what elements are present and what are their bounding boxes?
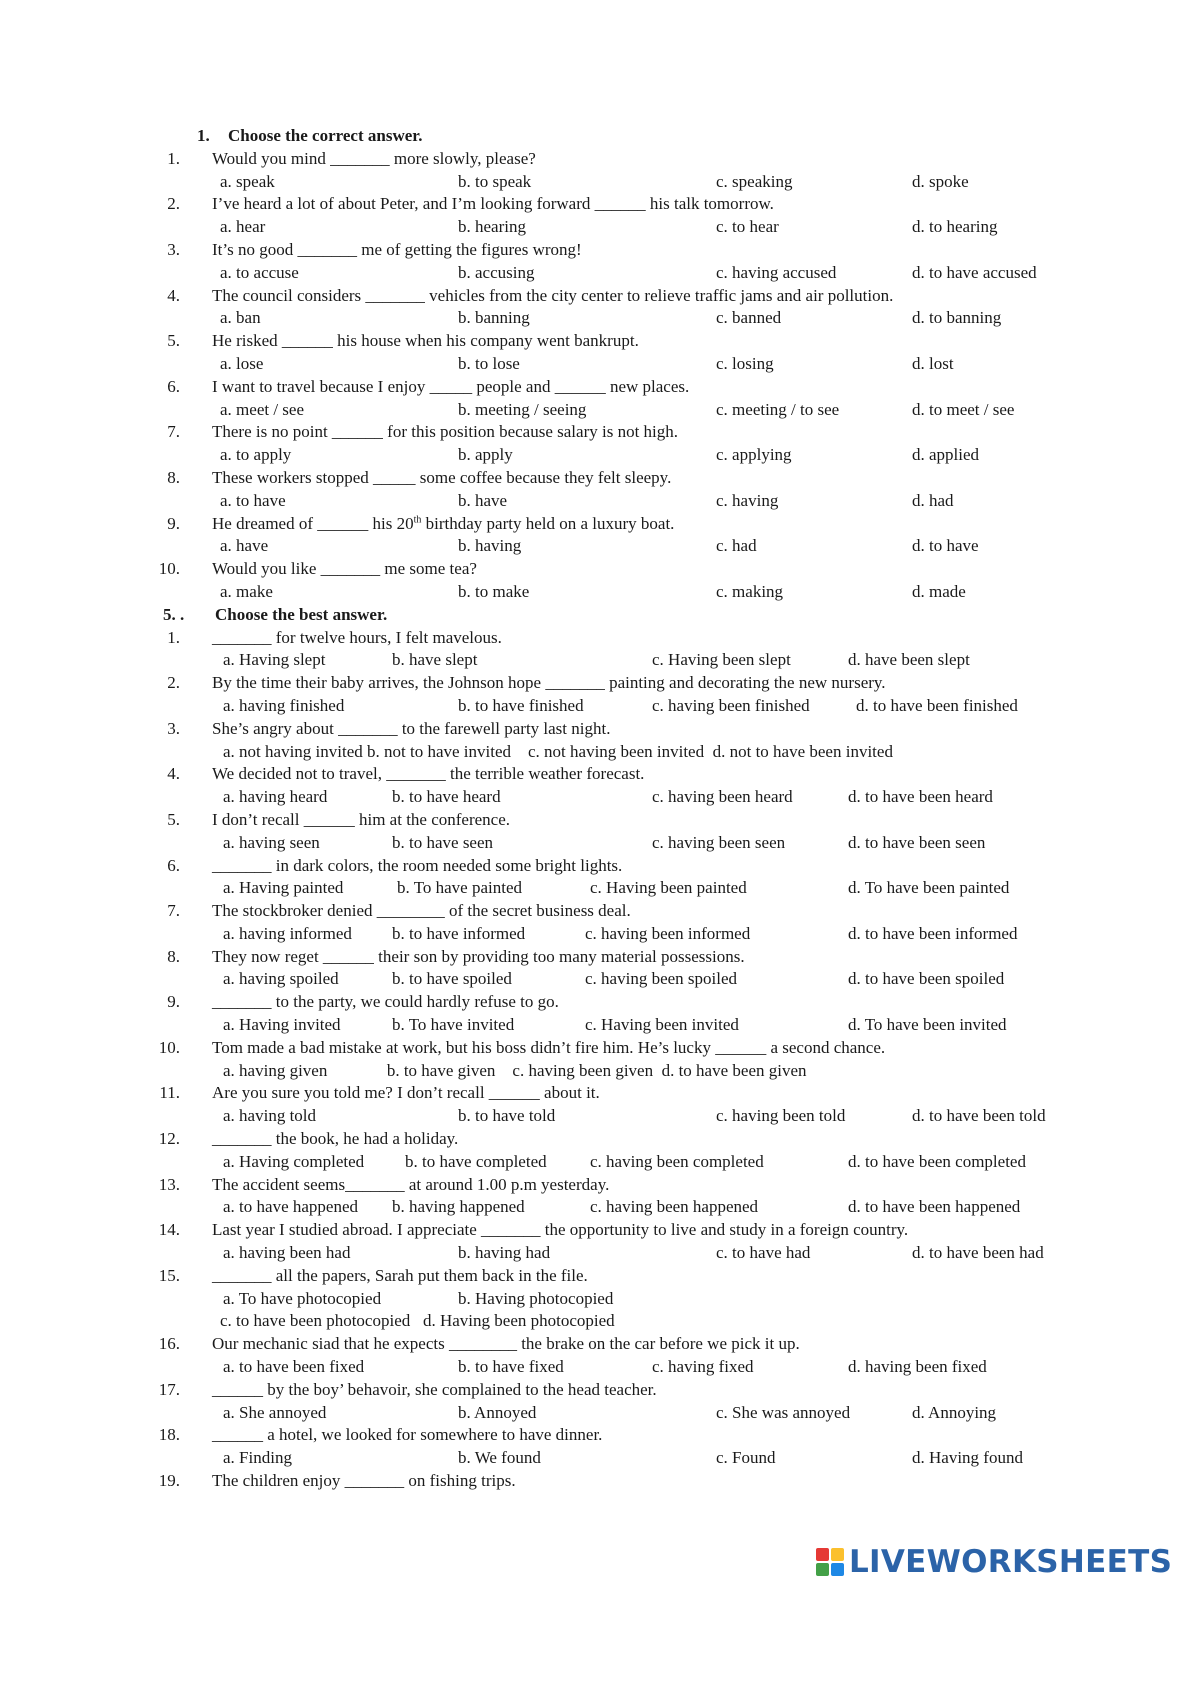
option-a[interactable]: a. speak [220,171,275,191]
question-stem: Our mechanic siad that he expects ________ the brake on the car before we pick it up. [212,1334,800,1354]
question-number: 7. [167,422,180,442]
question-stem: _______ in dark colors, the room needed some bright lights. [212,855,623,875]
option-c[interactable]: c. banned [716,308,782,328]
question-number: 4. [167,285,180,305]
option-c[interactable]: c. having [716,490,779,510]
option-a[interactable]: a. ban [220,308,261,328]
option-a[interactable]: a. Finding [223,1448,292,1468]
question-number: 18. [158,1425,180,1445]
options-row [0,444,1200,467]
option-b[interactable]: b. to have spoiled [392,969,512,989]
option-a[interactable]: a. to have happened [223,1197,358,1217]
option-d[interactable]: d. to have been happened [848,1197,1021,1217]
option-b[interactable]: b. to have informed [392,923,526,943]
option-b[interactable]: b. to have fixed [458,1357,564,1377]
question-stem: I want to travel because I enjoy _____ people and ______ new places. [212,376,690,396]
options-row [0,353,1200,376]
question-number: 16. [158,1334,180,1354]
question-number: 7. [167,901,180,921]
question-stem-row [0,513,1200,536]
question-stem-row [0,763,1200,786]
question-stem: _______ to the party, we could hardly refuse to go. [212,992,559,1012]
options-row [0,923,1200,946]
options-row [0,968,1200,991]
question-number: 8. [167,946,180,966]
question-stem: Would you like _______ me some tea? [212,559,477,579]
question-stem: I’ve heard a lot of about Peter, and I’m looking forward ______ his talk tomorrow. [212,194,774,214]
option-c[interactable]: c. having been informed [585,923,751,943]
option-d[interactable]: d. to have been seen [848,832,986,852]
option-b[interactable]: b. to have told [458,1106,556,1126]
question-number: 8. [167,467,180,487]
option-b[interactable]: b. have slept [392,650,478,670]
option-b[interactable]: b. to have seen [392,832,494,852]
question-stem: Are you sure you told me? I don’t recall ______ about it. [212,1083,600,1103]
section-title: Choose the correct answer. [228,126,423,145]
option-a[interactable]: a. lose [220,353,264,373]
options-row [0,262,1200,285]
option-b[interactable]: b. have [458,490,508,510]
question-stem: I don’t recall ______ him at the conference. [212,809,511,829]
option-a[interactable]: a. to accuse [220,262,299,282]
options-row [0,1288,1200,1311]
question-stem-row [0,1219,1200,1242]
option-d[interactable]: d. to have been finished [856,695,1018,715]
option-d[interactable]: d. to meet / see [912,399,1015,419]
question-stem: _______ the book, he had a holiday. [212,1129,459,1149]
question-stem-row [0,1082,1200,1105]
question-number: 17. [158,1379,180,1399]
question-stem-row [0,900,1200,923]
option-d[interactable]: d. to have been heard [848,787,993,807]
question-stem-row [0,1470,1200,1493]
options-line[interactable]: c. to have been photocopied d. Having been photocopied [220,1311,615,1331]
option-d[interactable]: d. have been slept [848,650,970,670]
option-a[interactable]: a. having informed [223,923,352,943]
options-row [0,535,1200,558]
option-c[interactable]: c. having been heard [652,787,793,807]
logo-text: LIVEWORKSHEETS [849,1544,1173,1580]
options-row [0,1402,1200,1425]
option-c[interactable]: c. She was annoyed [716,1402,851,1422]
question-stem: We decided not to travel, _______ the terrible weather forecast. [212,764,645,784]
option-d[interactable]: d. to banning [912,308,1002,328]
options-row [0,649,1200,672]
question-stem: The children enjoy _______ on fishing trips. [212,1471,516,1491]
options-row [0,1014,1200,1037]
question-number: 3. [167,239,180,259]
options-line[interactable]: a. not having invited b. not to have invited c. not having been invited d. not to have been invited [223,741,893,761]
option-c[interactable]: c. having been told [716,1106,846,1126]
option-c[interactable]: c. making [716,581,784,601]
option-c[interactable]: c. to have had [716,1243,811,1263]
question-stem-row [0,1174,1200,1197]
options-row [0,1310,1200,1333]
question-number: 13. [158,1174,180,1194]
option-b[interactable]: b. banning [458,308,530,328]
option-a[interactable]: a. to have been fixed [223,1357,365,1377]
option-a[interactable]: a. meet / see [220,399,305,419]
option-a[interactable]: a. to have [220,490,286,510]
option-a[interactable]: a. having been had [223,1243,351,1263]
question-number: 2. [167,673,180,693]
question-stem-row [0,285,1200,308]
option-b[interactable]: b. accusing [458,262,535,282]
question-stem-row [0,718,1200,741]
option-d[interactable]: d. had [912,490,954,510]
options-row [0,741,1200,764]
option-a[interactable]: a. having spoiled [223,969,339,989]
question-stem: There is no point ______ for this position because salary is not high. [212,422,679,442]
question-stem: Tom made a bad mistake at work, but his boss didn’t fire him. He’s lucky ______ a second chance. [212,1037,886,1057]
question-number: 1. [167,627,180,647]
question-stem: They now reget ______ their son by providing too many material possessions. [212,946,745,966]
section-1-questions [0,148,1200,604]
logo-grid-icon [815,1547,845,1577]
question-number: 12. [158,1129,180,1149]
option-d[interactable]: d. Annoying [912,1402,997,1422]
question-stem-row [0,1333,1200,1356]
ordinal-suffix: th [413,513,422,525]
option-d[interactable]: d. to have been spoiled [848,969,1005,989]
section-1-header [0,125,1200,148]
question-number: 5. [167,331,180,351]
option-a[interactable]: a. to apply [220,445,292,465]
question-stem-row [0,809,1200,832]
option-a[interactable]: a. Having invited [223,1015,341,1035]
option-b[interactable]: b. to speak [458,171,532,191]
options-row [0,171,1200,194]
question-stem-row [0,558,1200,581]
option-c[interactable]: c. having been spoiled [585,969,738,989]
option-d[interactable]: d. made [912,581,966,601]
option-c[interactable]: c. Having been painted [590,878,747,898]
option-d[interactable]: d. to have [912,536,979,556]
question-stem-row [0,1265,1200,1288]
question-stem-row [0,148,1200,171]
question-stem-row [0,627,1200,650]
options-row [0,581,1200,604]
liveworksheets-logo [815,1544,1172,1580]
question-number: 15. [158,1265,180,1285]
option-a[interactable]: a. having finished [223,695,345,715]
question-stem: She’s angry about _______ to the farewell party last night. [212,718,611,738]
option-a[interactable]: a. She annoyed [223,1402,327,1422]
options-row [0,1060,1200,1083]
question-stem: The stockbroker denied ________ of the secret business deal. [212,901,631,921]
question-stem: By the time their baby arrives, the Johnson hope _______ painting and decorating the new nursery. [212,673,886,693]
question-stem-row [0,376,1200,399]
question-number: 4. [167,764,180,784]
option-d[interactable]: d. spoke [912,171,969,191]
option-b[interactable]: b. Having photocopied [458,1288,614,1308]
option-b[interactable]: b. To have painted [397,878,523,898]
question-stem: _______ all the papers, Sarah put them back in the file. [212,1265,588,1285]
option-c[interactable]: c. having been seen [652,832,786,852]
option-c[interactable]: c. applying [716,445,792,465]
question-stem-row [0,330,1200,353]
question-stem-row [0,467,1200,490]
options-row [0,1447,1200,1470]
option-d[interactable]: d. to have been completed [848,1151,1026,1171]
option-d[interactable]: d. lost [912,353,954,373]
question-stem-row [0,193,1200,216]
section-number: 5. . [163,604,185,624]
section-title: Choose the best answer. [215,604,388,624]
option-d[interactable]: d. to hearing [912,217,998,237]
option-d[interactable]: d. applied [912,445,980,465]
option-c[interactable]: c. meeting / to see [716,399,840,419]
options-row [0,832,1200,855]
question-stem-row [0,672,1200,695]
option-c[interactable]: c. having accused [716,262,837,282]
question-stem: Last year I studied abroad. I appreciate _______ the opportunity to live and study in a foreign country. [212,1220,909,1240]
section-5-questions [0,627,1200,1493]
option-a[interactable]: a. hear [220,217,266,237]
option-c[interactable]: c. Having been invited [585,1015,739,1035]
option-a[interactable]: a. To have photocopied [223,1288,382,1308]
stem-part: He dreamed of ______ his 20 [212,513,414,533]
question-stem: The council considers _______ vehicles from the city center to relieve traffic jams and air pollution. [212,285,894,305]
question-number: 14. [158,1220,180,1240]
option-b[interactable]: b. to have heard [392,787,501,807]
worksheet [0,125,1200,1493]
options-row [0,1242,1200,1265]
option-a[interactable]: a. have [220,536,269,556]
question-number: 10. [158,1037,180,1057]
question-number: 9. [167,992,180,1012]
question-stem: _______ for twelve hours, I felt mavelous. [212,627,502,647]
question-stem: The accident seems_______ at around 1.00 p.m yesterday. [212,1174,610,1194]
option-d[interactable]: d. to have been told [912,1106,1046,1126]
option-b[interactable]: b. to have completed [405,1151,547,1171]
question-stem-row [0,1379,1200,1402]
option-b[interactable]: b. having had [458,1243,551,1263]
question-stem [212,513,674,536]
option-c[interactable]: c. to hear [716,217,779,237]
option-d[interactable]: d. to have accused [912,262,1037,282]
options-row [0,307,1200,330]
question-stem-row [0,239,1200,262]
question-stem: It’s no good _______ me of getting the figures wrong! [212,239,582,259]
option-c[interactable]: c. Found [716,1448,776,1468]
option-c[interactable]: c. having been finished [652,695,810,715]
options-row [0,877,1200,900]
option-b[interactable]: b. Annoyed [458,1402,537,1422]
question-stem: ______ a hotel, we looked for somewhere to have dinner. [212,1425,603,1445]
option-b[interactable]: b. hearing [458,217,526,237]
options-row [0,1196,1200,1219]
question-number: 6. [167,855,180,875]
option-a[interactable]: a. Having slept [223,650,326,670]
question-stem-row [0,946,1200,969]
option-c[interactable]: c. Having been slept [652,650,791,670]
option-c[interactable]: c. had [716,536,757,556]
option-b[interactable]: b. To have invited [392,1015,515,1035]
option-d[interactable]: d. having been fixed [848,1357,987,1377]
options-row [0,490,1200,513]
options-line[interactable]: a. having given b. to have given c. having been given d. to have been given [223,1060,807,1080]
option-c[interactable]: c. having been completed [590,1151,764,1171]
options-row [0,1105,1200,1128]
question-number: 11. [159,1083,180,1103]
options-row [0,1356,1200,1379]
option-b[interactable]: b. to lose [458,353,520,373]
question-stem-row [0,855,1200,878]
option-c[interactable]: c. having fixed [652,1357,754,1377]
option-a[interactable]: a. having heard [223,787,328,807]
question-stem-row [0,991,1200,1014]
option-a[interactable]: a. having told [223,1106,317,1126]
options-row [0,786,1200,809]
option-b[interactable]: b. having [458,536,522,556]
question-stem-row [0,1128,1200,1151]
question-stem-row [0,1424,1200,1447]
option-d[interactable]: d. To have been painted [848,878,1010,898]
option-b[interactable]: b. apply [458,445,513,465]
option-a[interactable]: a. make [220,581,273,601]
option-c[interactable]: c. having been happened [590,1197,759,1217]
question-stem: ______ by the boy’ behavoir, she complained to the head teacher. [212,1379,657,1399]
question-number: 2. [167,194,180,214]
question-stem: These workers stopped _____ some coffee because they felt sleepy. [212,467,672,487]
options-row [0,216,1200,239]
question-number: 5. [167,809,180,829]
stem-part: birthday party held on a luxury boat. [421,513,675,533]
option-b[interactable]: b. We found [458,1448,541,1468]
question-stem: Would you mind _______ more slowly, please? [212,148,536,168]
option-a[interactable]: a. Having painted [223,878,344,898]
question-number: 1. [167,148,180,168]
question-stem-row [0,1037,1200,1060]
question-number: 9. [167,513,180,533]
section-number: 1. [197,126,210,145]
question-number: 3. [167,718,180,738]
option-a[interactable]: a. having seen [223,832,320,852]
question-number: 6. [167,376,180,396]
option-d[interactable]: d. to have been had [912,1243,1044,1263]
option-d[interactable]: d. Having found [912,1448,1023,1468]
option-d[interactable]: d. to have been informed [848,923,1018,943]
option-b[interactable]: b. having happened [392,1197,525,1217]
options-row [0,1151,1200,1174]
section-5-header [0,604,1200,627]
option-a[interactable]: a. Having completed [223,1151,365,1171]
question-stem-row [0,421,1200,444]
option-b[interactable]: b. to have finished [458,695,584,715]
question-stem: He risked ______ his house when his company went bankrupt. [212,331,639,351]
option-d[interactable]: d. To have been invited [848,1015,1007,1035]
option-c[interactable]: c. losing [716,353,774,373]
option-c[interactable]: c. speaking [716,171,793,191]
question-number: 10. [158,559,180,579]
option-b[interactable]: b. meeting / seeing [458,399,587,419]
question-number: 19. [158,1471,180,1491]
options-row [0,399,1200,422]
option-b[interactable]: b. to make [458,581,530,601]
options-row [0,695,1200,718]
